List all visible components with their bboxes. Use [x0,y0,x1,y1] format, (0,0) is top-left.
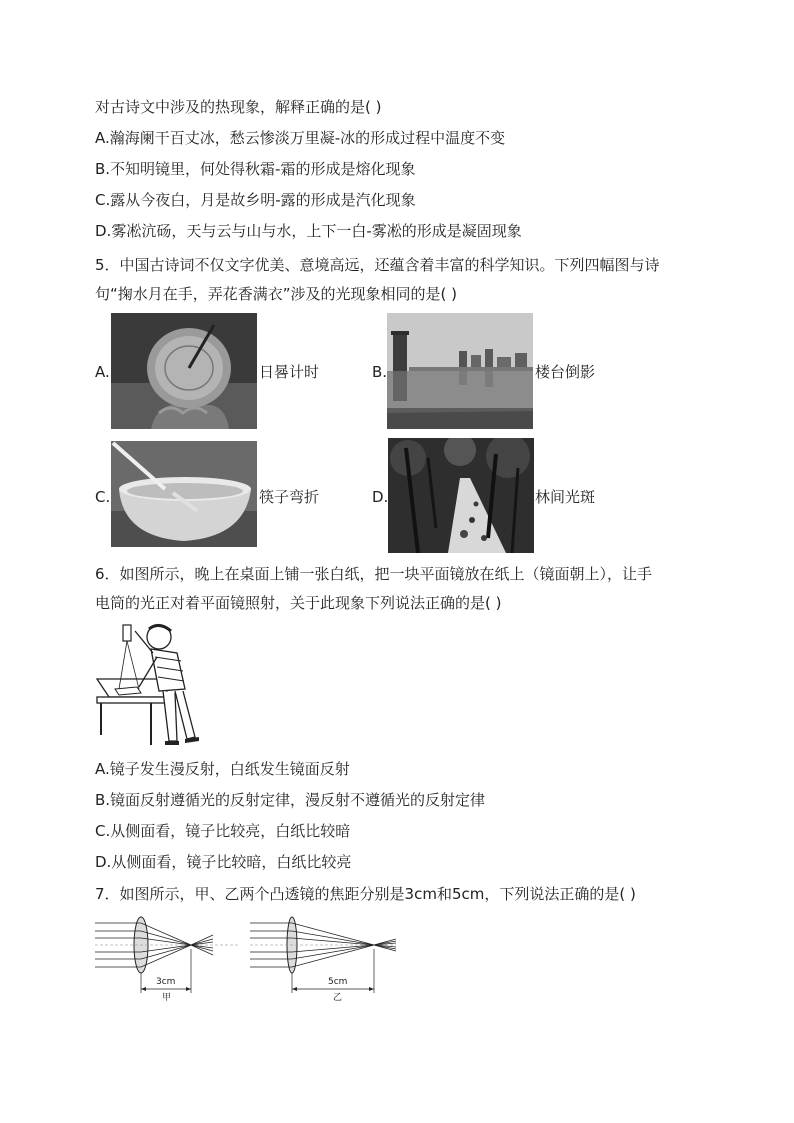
q6-stem-line1: 6．如图所示，晚上在桌面上铺一张白纸，把一块平面镜放在纸上（镜面朝上），让手 [95,565,653,583]
chopstick-bowl-image [111,441,257,547]
q5-option-d-caption: 林间光斑 [535,488,596,506]
q6-stem-line2: 电筒的光正对着平面镜照射，关于此现象下列说法正确的是( ) [95,594,502,612]
q7-stem: 7．如图所示，甲、乙两个凸透镜的焦距分别是3cm和5cm，下列说法正确的是( ) [95,885,636,903]
q5-option-c-letter: C. [95,488,111,506]
lens-yi-focal-label: 5cm [328,977,348,987]
q4-option-d: D.雾凇沆砀，天与云与山与水，上下一白-雾凇的形成是凝固现象 [95,222,522,240]
q4-option-a: A.瀚海阑干百丈冰，愁云惨淡万里凝-冰的形成过程中温度不变 [95,129,506,147]
q5-option-b-letter: B. [372,363,388,381]
q6-option-b: B.镜面反射遵循光的反射定律，漫反射不遵循光的反射定律 [95,791,486,809]
q5-stem-line2: 句“掬水月在手，弄花香满衣”涉及的光现象相同的是( ) [95,285,458,303]
lens-jia-focal-label: 3cm [156,977,176,987]
sundial-image [111,313,257,429]
lens-yi-name: 乙 [333,993,343,1003]
q5-option-c-caption: 筷子弯折 [259,488,320,506]
lens-diagram-yi [250,913,400,1005]
flashlight-mirror-figure [95,623,205,749]
q5-option-a-letter: A. [95,363,110,381]
q6-option-c: C.从侧面看，镜子比较亮，白纸比较暗 [95,822,351,840]
q5-option-b-caption: 楼台倒影 [535,363,596,381]
q5-stem-line1: 5．中国古诗词不仅文字优美、意境高远，还蕴含着丰富的科学知识。下列四幅图与诗 [95,256,660,274]
q5-option-a-caption: 日晷计时 [259,363,320,381]
lens-jia-name: 甲 [162,993,172,1003]
q4-stem: 对古诗文中涉及的热现象，解释正确的是( ) [95,98,382,116]
tower-reflection-image [387,313,533,429]
q4-option-c: C.露从今夜白，月是故乡明-露的形成是汽化现象 [95,191,416,209]
q5-option-d-letter: D. [372,488,389,506]
q6-option-d: D.从侧面看，镜子比较暗，白纸比较亮 [95,853,352,871]
q4-option-b: B.不知明镜里，何处得秋霜-霜的形成是熔化现象 [95,160,416,178]
q6-option-a: A.镜子发生漫反射，白纸发生镜面反射 [95,760,350,778]
forest-light-image [388,438,534,553]
